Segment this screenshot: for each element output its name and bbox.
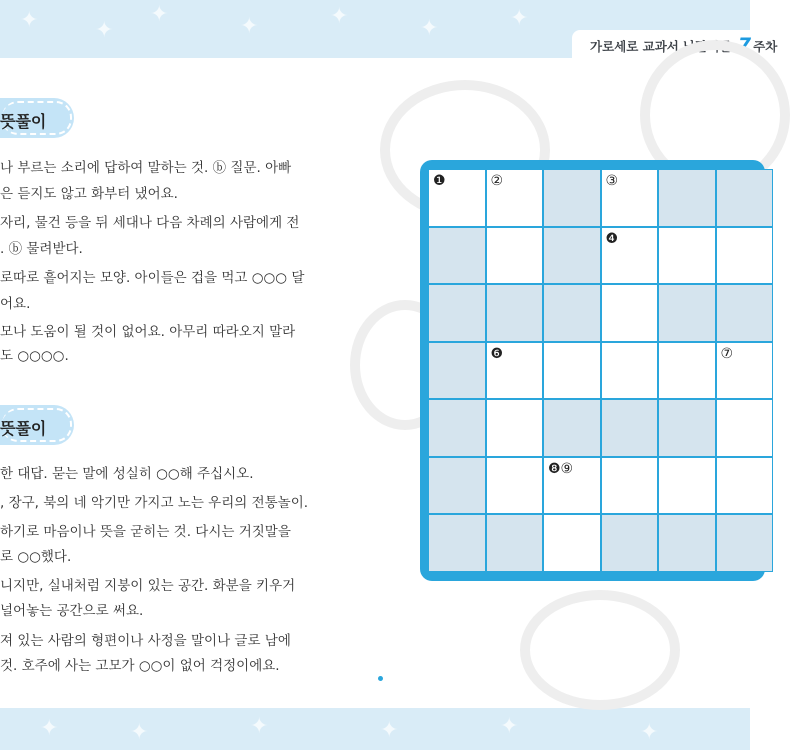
crossword-grid	[428, 169, 773, 572]
crossword-cell[interactable]	[601, 342, 659, 400]
crossword-cell	[716, 284, 774, 342]
week-suffix: 주차	[753, 39, 778, 54]
bone-icon: ✦	[420, 16, 439, 41]
crossword-cell	[428, 514, 486, 572]
crossword-cell[interactable]	[486, 457, 544, 515]
crossword-cell[interactable]	[543, 514, 601, 572]
clue-line: 은 듣지도 않고 화부터 냈어요.	[0, 186, 178, 202]
bone-icon: ✦	[20, 8, 39, 33]
crossword-cell[interactable]	[486, 169, 544, 227]
clue-line: 져 있는 사람의 형편이나 사정을 말이나 글로 남에	[0, 633, 291, 649]
crossword-cell	[658, 514, 716, 572]
cell-number: ②	[490, 173, 504, 189]
bone-icon: ✦	[510, 6, 529, 31]
clue-line: 하기로 마음이나 뜻을 굳히는 것. 다시는 거짓말을	[0, 524, 291, 540]
crossword-cell[interactable]	[658, 342, 716, 400]
bone-icon: ✦	[95, 18, 114, 43]
crossword-cell[interactable]	[716, 399, 774, 457]
crossword-cell[interactable]	[658, 457, 716, 515]
crossword-cell[interactable]	[486, 399, 544, 457]
crossword-cell	[428, 342, 486, 400]
bone-icon: ✦	[330, 4, 349, 29]
crossword-cell	[658, 284, 716, 342]
crossword-cell	[543, 284, 601, 342]
decorative-ghost	[520, 590, 680, 710]
clue-line: , 장구, 북의 네 악기만 가지고 노는 우리의 전통놀이.	[0, 495, 309, 511]
clue-line: . ⓑ 물려받다.	[0, 241, 83, 257]
clue-line: 한 대답. 묻는 말에 성실히 ○○해 주십시오.	[0, 466, 254, 482]
clue-line: 로 ○○했다.	[0, 549, 72, 565]
crossword-cell[interactable]	[658, 227, 716, 285]
crossword-cell	[601, 514, 659, 572]
cell-number: ❽⑨	[548, 460, 574, 477]
bone-icon: ✦	[380, 718, 399, 743]
clue-line: 어요.	[0, 296, 31, 312]
cell-number: ❶	[433, 173, 446, 189]
crossword-cell[interactable]	[716, 457, 774, 515]
bone-icon: ✦	[500, 714, 519, 739]
crossword-cell[interactable]	[601, 227, 659, 285]
crossword-cell	[486, 284, 544, 342]
bone-icon: ✦	[240, 14, 259, 39]
crossword-cell	[658, 399, 716, 457]
clue-line: 널어놓는 공간으로 써요.	[0, 603, 144, 619]
crossword-cell	[428, 399, 486, 457]
crossword-cell[interactable]	[716, 227, 774, 285]
crossword-cell	[543, 227, 601, 285]
crossword-cell[interactable]	[601, 457, 659, 515]
bone-icon: ✦	[40, 716, 59, 741]
page-marker-dot	[378, 676, 383, 681]
cell-number: ❹	[605, 230, 619, 247]
clue-line: 도 ○○○○.	[0, 348, 69, 364]
clue-line: 모나 도움이 될 것이 없어요. 아무리 따라오지 말라	[0, 324, 296, 340]
crossword-cell[interactable]	[543, 457, 601, 515]
crossword-cell[interactable]	[486, 227, 544, 285]
clue-line: 니지만, 실내처럼 지붕이 있는 공간. 화분을 키우거	[0, 578, 296, 594]
bone-icon: ✦	[250, 714, 269, 739]
bottom-decorative-band	[0, 708, 750, 750]
crossword-cell	[428, 227, 486, 285]
week-number: 7	[737, 34, 752, 56]
bone-icon: ✦	[640, 720, 659, 745]
clue-line: 것. 호주에 사는 고모가 ○○이 없어 걱정이에요.	[0, 658, 280, 674]
crossword-cell	[716, 514, 774, 572]
clue-line: 로따로 흩어지는 모양. 아이들은 겁을 먹고 ○○○ 달	[0, 270, 305, 286]
cell-number: ③	[605, 173, 619, 189]
bone-icon: ✦	[150, 2, 169, 27]
clue-line: 나 부르는 소리에 답하여 말하는 것. ⓑ 질문. 아빠	[0, 160, 292, 176]
down-section-label: 뜻풀이	[0, 419, 47, 438]
page-title-text: 가로세로 교과서 낱말퍼즐	[590, 39, 732, 54]
crossword-cell	[428, 457, 486, 515]
crossword-cell[interactable]	[601, 169, 659, 227]
crossword-cell	[428, 284, 486, 342]
crossword-cell[interactable]	[716, 342, 774, 400]
crossword-cell	[601, 399, 659, 457]
cell-number: ❻	[490, 345, 504, 362]
crossword-cell[interactable]	[486, 342, 544, 400]
crossword-cell	[486, 514, 544, 572]
crossword-cell	[716, 169, 774, 227]
bone-icon: ✦	[130, 720, 149, 745]
crossword-cell	[543, 169, 601, 227]
clue-line: 자리, 물건 등을 뒤 세대나 다음 차례의 사람에게 전	[0, 215, 300, 231]
cell-number: ⑦	[720, 345, 734, 362]
crossword-cell	[658, 169, 716, 227]
across-section-label: 뜻풀이	[0, 112, 47, 131]
crossword-cell[interactable]	[543, 342, 601, 400]
crossword-cell[interactable]	[601, 284, 659, 342]
crossword-cell	[543, 399, 601, 457]
crossword-cell[interactable]	[428, 169, 486, 227]
